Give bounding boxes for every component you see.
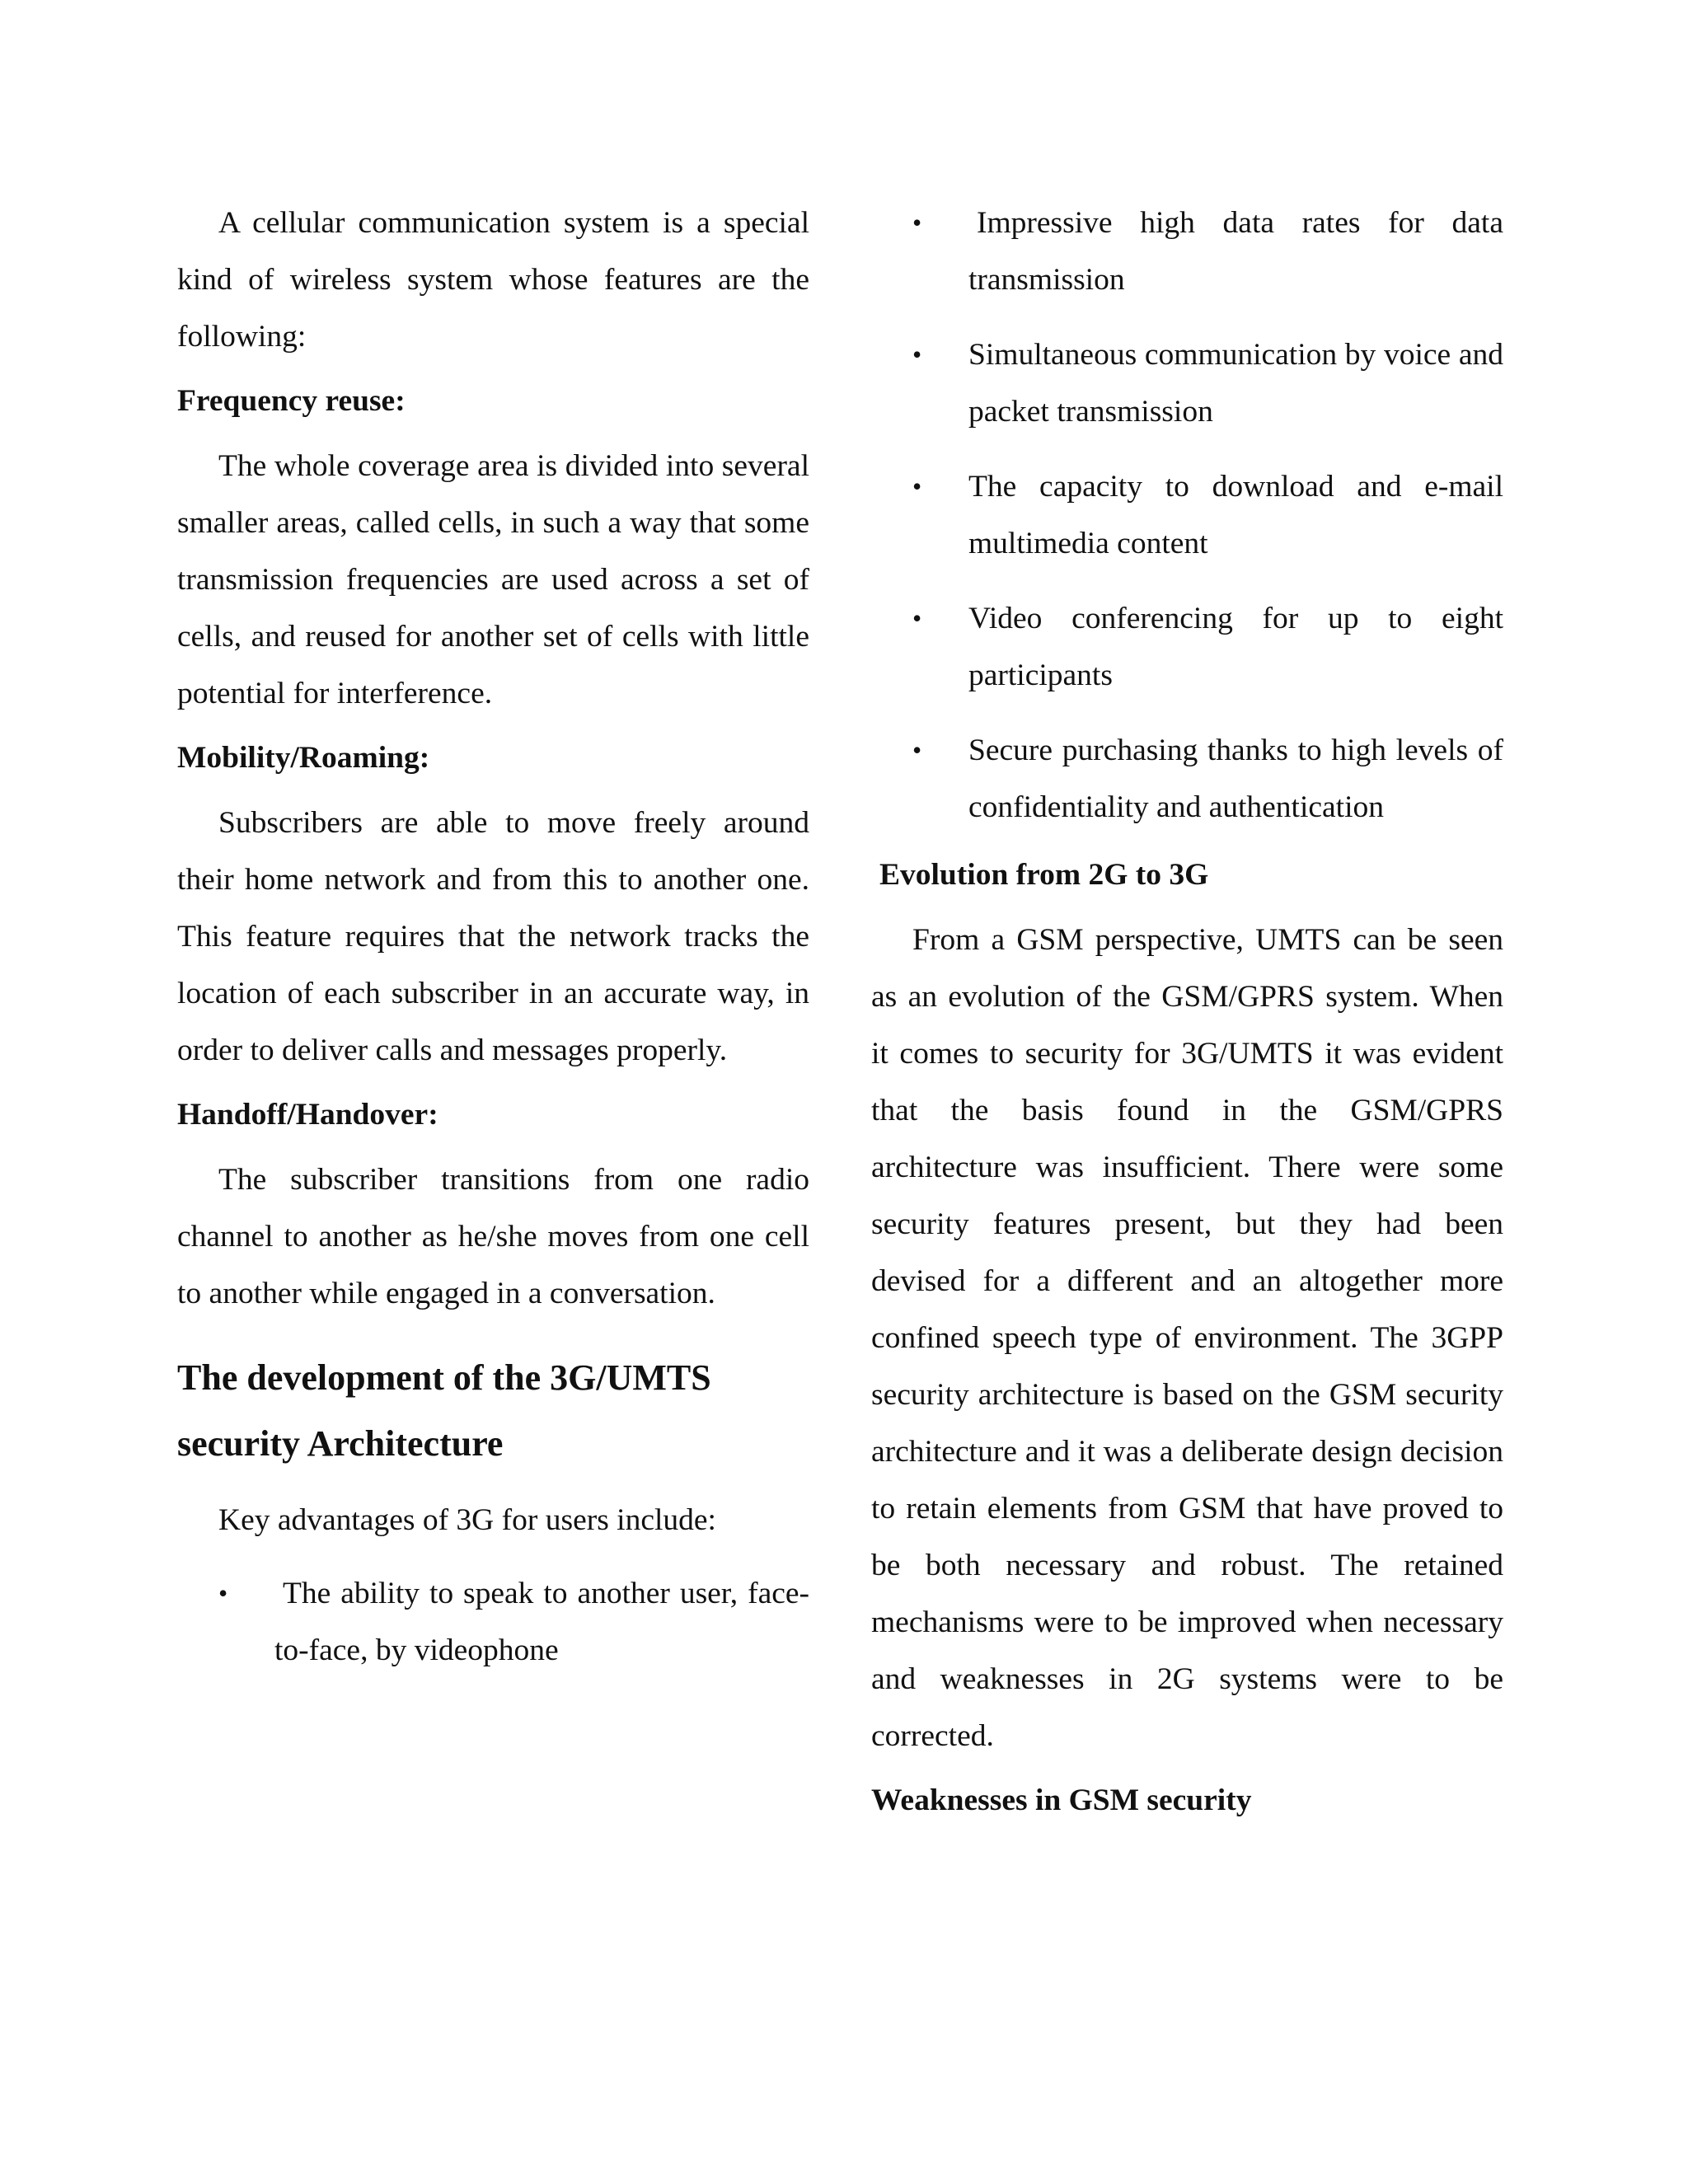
bullet-text: Secure purchasing thanks to high levels of confidentiality and authentication	[968, 733, 1503, 824]
left-column	[177, 194, 809, 1697]
evolution-heading: Evolution from 2G to 3G	[879, 858, 1209, 892]
frequency-reuse-heading: Frequency reuse:	[177, 384, 406, 418]
right-column	[871, 194, 1503, 1837]
bullet-icon: •	[912, 603, 922, 633]
bullet-icon: •	[218, 1578, 228, 1608]
weaknesses-heading: Weaknesses in GSM security	[871, 1783, 1252, 1817]
bullet-text: Impressive high data rates for data transmission	[968, 206, 1503, 297]
intro-paragraph: A cellular communication system is a special kind of wireless system whose features are the following:	[177, 206, 809, 354]
bullet-icon: •	[912, 208, 922, 237]
bullet-icon: •	[912, 735, 922, 765]
handoff-paragraph: The subscriber transitions from one radio channel to another as he/she moves from one cell to another while engaged in a conversation.	[177, 1163, 809, 1310]
mobility-paragraph: Subscribers are able to move freely around their home network and from this to another one. This feature requires that the network tracks the location of each subscriber in an accurate way, in order to deliver calls and messages properly.	[177, 806, 809, 1067]
bullet-text: The capacity to download and e-mail multimedia content	[968, 470, 1503, 560]
advantages-list-start	[177, 1565, 809, 1679]
list-item	[871, 722, 1503, 836]
bullet-icon: •	[912, 471, 922, 501]
evolution-paragraph: From a GSM perspective, UMTS can be seen as an evolution of the GSM/GPRS system. When it comes to security for 3G/UMTS it was evident that the basis found in the GSM/GPRS architecture was insufficient. There were some security features present, but they had been devised for a different and an altogether more confined speech type of environment. The 3GPP security architecture is based on the GSM security architecture and it was a deliberate design decision to retain elements from GSM that have proved to be both necessary and robust. The retained mechanisms were to be improved when necessary and weaknesses in 2G systems were to be corrected.	[871, 923, 1503, 1753]
frequency-reuse-paragraph: The whole coverage area is divided into several smaller areas, called cells, in such a way that some transmission frequencies are used across a set of cells, and reused for another set of cells with little potential for interference.	[177, 449, 809, 710]
handoff-heading: Handoff/Handover:	[177, 1098, 438, 1132]
mobility-heading: Mobility/Roaming:	[177, 741, 430, 775]
list-item	[871, 194, 1503, 308]
bullet-icon: •	[912, 340, 922, 369]
section-title: The development of the 3G/UMTS security Architecture	[177, 1357, 711, 1464]
bullet-text: Video conferencing for up to eight participants	[968, 602, 1503, 692]
list-item	[871, 326, 1503, 440]
advantages-list-continued	[871, 194, 1503, 836]
bullet-text: The ability to speak to another user, face- to-face, by videophone	[274, 1577, 809, 1667]
list-item	[871, 590, 1503, 704]
list-item	[871, 458, 1503, 572]
bullet-text: Simultaneous communication by voice and packet transmission	[968, 338, 1503, 429]
list-item	[177, 1565, 809, 1679]
advantages-intro: Key advantages of 3G for users include:	[218, 1503, 716, 1537]
